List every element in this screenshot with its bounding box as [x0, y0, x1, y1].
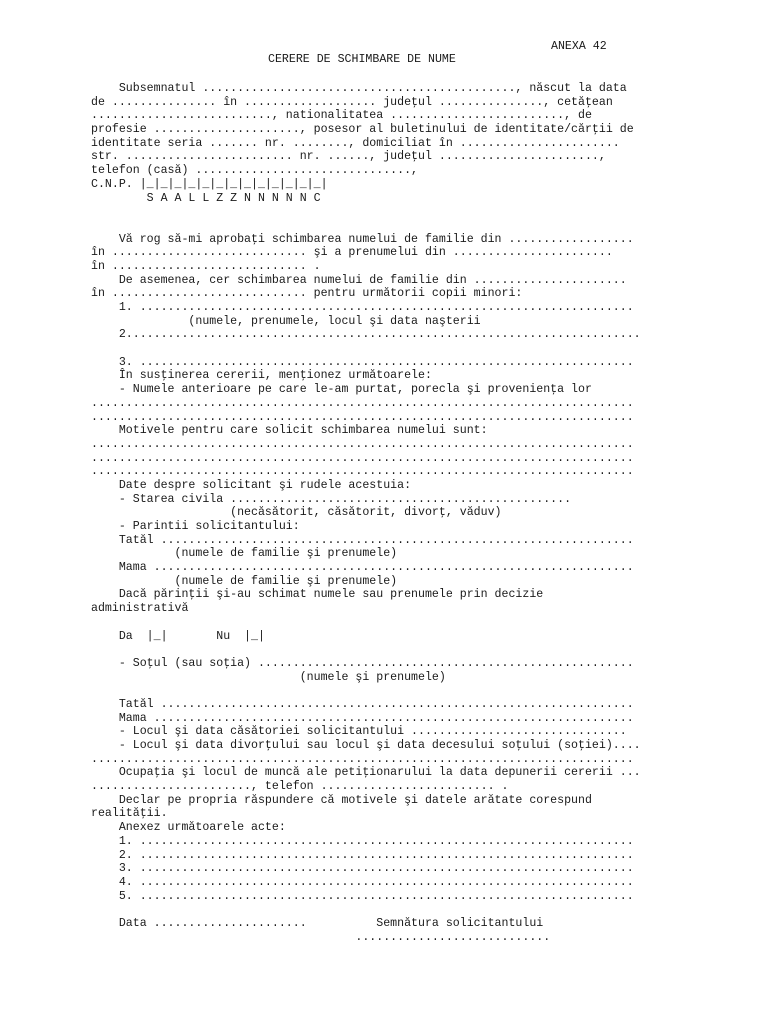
form-line: .............................................................................. — [91, 396, 634, 410]
form-line: (numele de familie şi prenumele) — [91, 547, 398, 561]
form-line: S A A L L Z Z N N N N N C — [91, 191, 321, 205]
form-line: C.N.P. |_|_|_|_|_|_|_|_|_|_|_|_|_| — [91, 177, 328, 191]
form-line: Anexez următoarele acte: — [91, 821, 286, 835]
form-line — [91, 643, 691, 657]
form-line: - Numele anterioare pe care le-am purtat, porecla şi provenienţa lor — [91, 383, 592, 397]
form-line: Declar pe propria răspundere că motivele şi datele arătate corespund — [91, 793, 592, 807]
form-line: Mama ..................................................................... — [91, 711, 634, 725]
form-line — [91, 903, 691, 917]
form-line: (numele, prenumele, locul şi data naşterii — [91, 314, 481, 328]
form-line — [91, 205, 691, 219]
form-line: Mama ..................................................................... — [91, 561, 634, 575]
form-line: Tatăl .................................................................... — [91, 697, 634, 711]
form-line: - Parintii solicitantului: — [91, 520, 300, 533]
form-line: .........................., nationalitatea ........................., de — [91, 109, 592, 123]
form-line: Motivele pentru care solicit schimbarea numelui sunt: — [91, 424, 488, 438]
form-line — [91, 219, 691, 233]
annex-label: ANEXA 42 — [551, 40, 607, 53]
form-line: 4. ....................................................................... — [91, 875, 634, 889]
form-line: Subsemnatul ............................................., născut la data — [91, 82, 627, 95]
form-line: - Locul şi data divorţului sau locul şi data decesului soţului (soţiei).... — [91, 739, 641, 752]
form-line: Data ...................... Semnătura solicitantului — [91, 916, 544, 930]
form-line: profesie ....................., posesor al buletinului de identitate/cărţii de — [91, 123, 634, 137]
form-line: ......................., telefon ......................... . — [91, 780, 509, 794]
form-line: 3. ....................................................................... — [91, 355, 634, 369]
form-line: (necăsătorit, căsătorit, divorţ, văduv) — [91, 506, 502, 520]
form-line: În susţinerea cererii, menţionez următoarele: — [91, 369, 432, 383]
form-line: Tatăl .................................................................... — [91, 533, 634, 547]
form-line: .............................................................................. — [91, 465, 634, 479]
form-line: în ............................ . — [91, 259, 321, 273]
form-line: 2. ....................................................................... — [91, 848, 634, 862]
form-line — [91, 342, 691, 356]
form-line: - Soţul (sau soţia) ...................................................... — [91, 656, 634, 670]
form-line: Dacă părinţii şi-au schimat numele sau prenumele prin decizie — [91, 588, 544, 602]
form-line: identitate seria ....... nr. ........, domiciliat în ....................... — [91, 136, 620, 150]
form-line: în ............................ pentru următorii copii minori: — [91, 287, 523, 301]
form-line — [91, 616, 691, 630]
form-line: .............................................................................. — [91, 451, 634, 465]
form-line: în ............................ şi a prenumelui din ....................... — [91, 246, 613, 260]
form-line: (numele de familie şi prenumele) — [91, 574, 398, 588]
form-line: Ocupaţia şi locul de muncă ale petiţionarului la data depunerii cererii ... — [91, 766, 641, 780]
form-line: telefon (casă) ..............................., — [91, 164, 418, 178]
form-line: .............................................................................. — [91, 752, 634, 766]
form-line: (numele şi prenumele) — [91, 670, 446, 684]
form-line — [91, 684, 691, 698]
form-line: - Starea civila ................................................. — [91, 492, 572, 506]
form-line: - Locul şi data căsătoriei solicitantului ............................... — [91, 725, 627, 739]
form-line: 2.......................................................................... — [91, 328, 641, 342]
form-line: .............................................................................. — [91, 410, 634, 424]
form-line: de ............... în ................... judeţul ..............., cetăţean — [91, 95, 613, 109]
form-line: Date despre solicitant şi rudele acestuia: — [91, 478, 412, 492]
form-line: administrativă — [91, 602, 189, 616]
form-line: Vă rog să-mi aprobaţi schimbarea numelui de familie din .................. — [91, 232, 634, 246]
form-line: 1. ....................................................................... — [91, 834, 634, 848]
form-body — [91, 82, 691, 944]
form-line: De asemenea, cer schimbarea numelui de familie din ...................... — [91, 273, 627, 287]
form-line: .............................................................................. — [91, 437, 634, 451]
document-title: CERERE DE SCHIMBARE DE NUME — [268, 53, 456, 66]
form-line: ............................ — [91, 930, 551, 944]
form-line: 5. ....................................................................... — [91, 889, 634, 903]
form-line: str. ........................ nr. ......, judeţul ......................., — [91, 150, 606, 164]
form-line: Da |_| Nu |_| — [91, 629, 265, 643]
form-line: realităţii. — [91, 807, 168, 821]
form-line: 1. ....................................................................... — [91, 301, 634, 314]
form-line: 3. ....................................................................... — [91, 862, 634, 876]
